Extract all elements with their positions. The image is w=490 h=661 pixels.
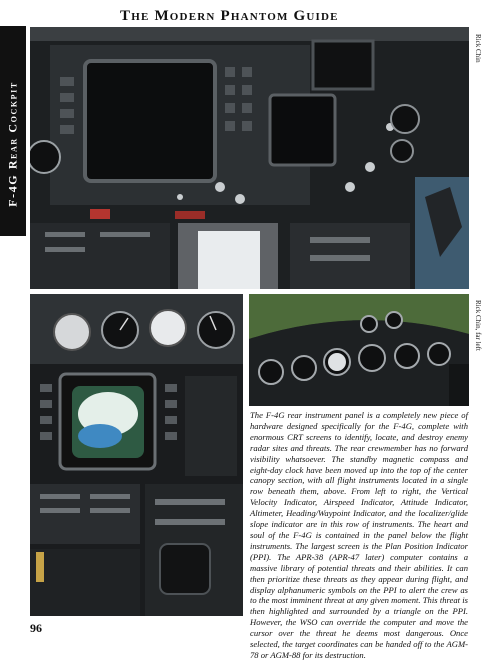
caption-text: The F-4G rear instrument panel is a completely new piece of hardware designed specifically for the F-4G, complete with enormous CRT screens to identify, locate, and destroy enemy radar sites and threats. The rear crewmember has no forward visibility whatsoever. The standby magnetic compass and eight-day clock have been moved up into the top of the center canopy section, with all flight instruments located in a single row beneath them, above. From left to right, the Vertical Velocity Indicator, Airspeed Indicator, Attitude Indicator, Altimeter, Heading/Waypoint Indicator, and the localizer/glide slope indicator are in this row of instruments. The heart and soul of the F-4G is contained in the panel below the flight instruments. The largest screen is the Plan Position Indicator (PPI). The APR-38 (APR-47 later) computer contains a massive library of potential threats and their abilities. It can then prioritize these threats as they appear during flight, and display alphanumeric symbols on the PPI to alert the crew as to the most imminent threat at any given moment. This threat is then highlighted and surrounded by a triangle on the PPI. However, the WSO can override the computer and move the cursor over the threat he deems most dangerous. Once selected, the target coordinates can be handed off to the AGM-78 or AGM-88 for its destruction. (250, 410, 468, 660)
page-header (0, 0, 490, 26)
top-cockpit-photo (30, 27, 469, 289)
running-title: The Modern Phantom Guide (120, 8, 339, 24)
flight-instruments-photo (249, 294, 469, 406)
ppi-panel-photo (30, 294, 243, 616)
chapter-side-tab (0, 26, 26, 236)
bottom-photo-credit: Rick Chin, far left (474, 300, 482, 351)
chapter-side-tab-label: F-4G Rear Cockpit (5, 81, 20, 207)
page-number: 96 (30, 621, 42, 635)
top-photo-credit: Rick Chin (474, 34, 482, 63)
